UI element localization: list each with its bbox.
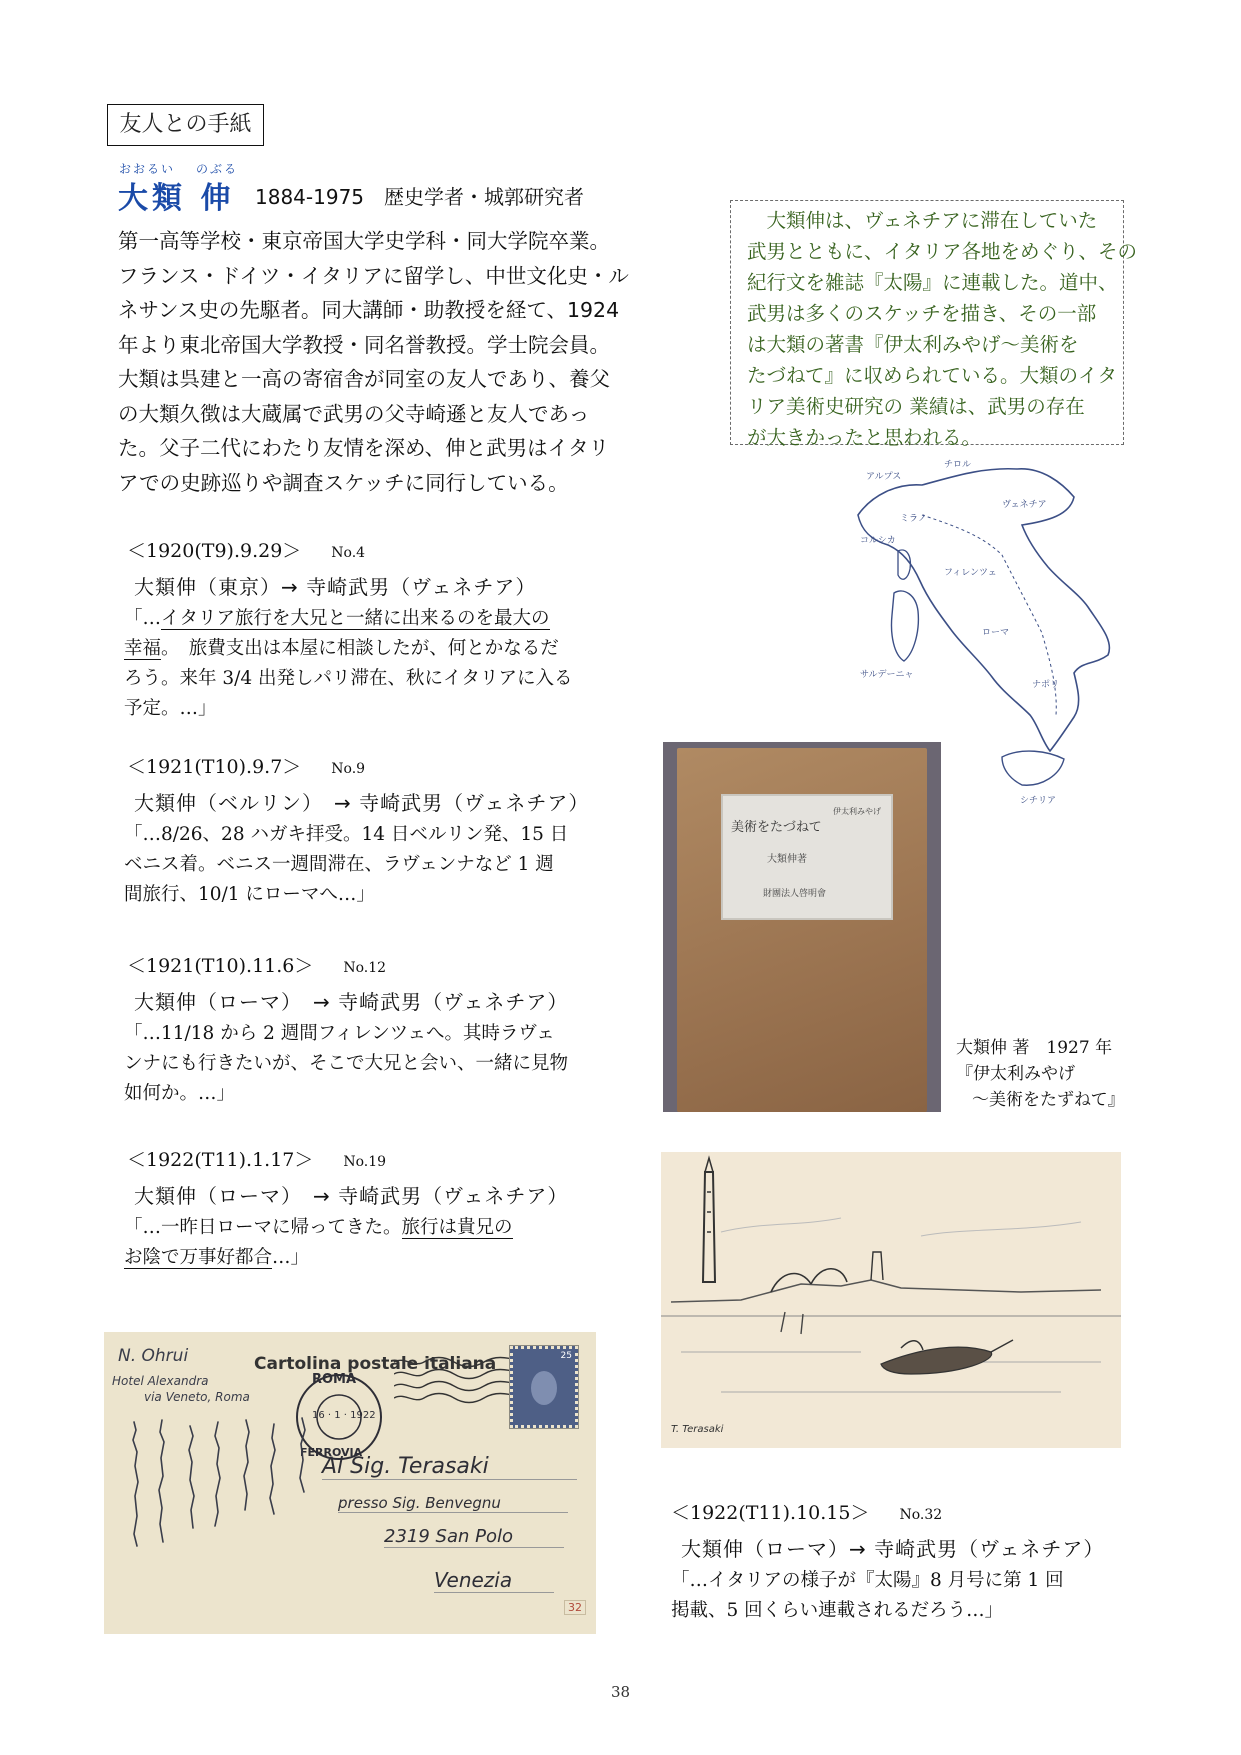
info-line: 紀行文を雑誌『太陽』に連載した。道中、: [747, 271, 1118, 294]
letter-date: [671, 1498, 942, 1525]
info-line: は大類の著書『伊太利みやげ～美術を: [747, 333, 1079, 356]
quote-line: 掲載、5 回くらい連載されるだろう…」: [671, 1600, 1004, 1621]
postmark-city: ROMA: [312, 1372, 357, 1387]
quote-underlined: イタリア旅行を大兄と一緒に出来るのを最大の: [161, 608, 550, 629]
postcard-sender: Hotel Alexandra: [112, 1374, 209, 1388]
venice-sketch: [661, 1152, 1121, 1448]
letter-route: 大類伸（東京）→ 寺崎武男（ヴェネチア）: [134, 575, 537, 599]
quote-line: [124, 634, 573, 664]
book-photo: [663, 742, 941, 1112]
letter-date-text: ＜1920(T9).9.29＞: [127, 540, 302, 562]
quote-line: [124, 604, 573, 634]
info-line: 武男は多くのスケッチを描き、その一部: [747, 302, 1097, 325]
map-label: ミラノ: [900, 514, 927, 524]
letter-date-text: ＜1921(T10).11.6＞: [127, 955, 314, 977]
book-caption: [956, 1035, 1125, 1113]
letter-date: [127, 752, 365, 779]
postmark-sub: FERROVIA: [300, 1446, 363, 1459]
page-number: 38: [610, 1683, 631, 1701]
book-author: 大類伸著: [767, 854, 807, 865]
cancel-lines-icon: [394, 1352, 524, 1412]
postcard-sender: via Veneto, Roma: [144, 1390, 250, 1404]
letter-date: [127, 951, 386, 978]
letter-route: 大類伸（ローマ） → 寺崎武男（ヴェネチア）: [134, 1184, 569, 1208]
letter-number: No.4: [331, 545, 366, 561]
postcard-header: Cartolina postale italiana: [254, 1354, 497, 1374]
postcard-address: presso Sig. Benvegnu: [338, 1494, 568, 1513]
italy-outline: [858, 469, 1109, 751]
sardinia-outline: [892, 591, 919, 661]
biography: [118, 224, 653, 500]
letter-route: 大類伸（ベルリン） → 寺崎武男（ヴェネチア）: [134, 791, 590, 815]
letter-date: [127, 1145, 386, 1172]
postcard-address: Al Sig. Terasaki: [322, 1454, 577, 1480]
section-tag: 友人との手紙: [107, 104, 264, 146]
bio-line: 年より東北帝国大学教授・同名誉教授。学士院会員。: [118, 332, 610, 357]
letter-quote: [124, 1019, 568, 1109]
postcard-ref-number: 32: [564, 1600, 586, 1615]
info-line: 武男とともに、イタリア各地をめぐり、その: [747, 240, 1138, 263]
bio-line: 第一高等学校・東京帝国大学史学科・同大学院卒業。: [118, 229, 610, 253]
stamp-portrait-icon: [531, 1371, 557, 1405]
stamp-value: 25: [560, 1351, 572, 1361]
postcard-sender: N. Ohrui: [118, 1346, 189, 1366]
quote-line: 「…11/18 から 2 週間フィレンツェへ。其時ラヴェ: [124, 1023, 555, 1044]
book-publisher: 財團法人啓明會: [763, 889, 827, 899]
person-meta: 1884-1975 歴史学者・城郭研究者: [255, 185, 585, 209]
book-label: [721, 794, 893, 920]
quote-line: ンナにも行きたいが、そこで大兄と会い、一緒に見物: [124, 1053, 569, 1074]
map-label: シチリア: [1020, 796, 1057, 806]
person-name: 大類 伸: [118, 181, 235, 216]
corsica-outline: [898, 550, 910, 579]
info-line: 大類伸は、ヴェネチアに滞在していた: [747, 209, 1098, 232]
quote-text: …」: [272, 1247, 310, 1268]
ruby-surname: おおるい: [119, 162, 176, 176]
info-box: [730, 200, 1138, 449]
letter-date-text: ＜1922(T11).1.17＞: [127, 1149, 314, 1171]
quote-line: 「…イタリアの様子が『太陽』8 月号に第 1 回: [671, 1570, 1064, 1591]
quote-text: 「…一昨日ローマに帰ってきた。: [124, 1217, 402, 1238]
ruby-given: のぶる: [196, 162, 239, 176]
letter-date: [127, 536, 365, 563]
bio-line: アでの史跡巡りや調査スケッチに同行している。: [118, 470, 569, 495]
caption-line: 『伊太利みやげ: [956, 1064, 1075, 1084]
letter-quote: [124, 604, 573, 724]
quote-line: ベニス着。ベニス一週間滞在、ラヴェンナなど 1 週: [124, 854, 554, 875]
bio-line: の大類久徴は大蔵属で武男の父寺崎遜と友人であっ: [118, 401, 590, 426]
quote-text: 「…: [124, 608, 162, 629]
letter-date-text: ＜1922(T11).10.15＞: [671, 1502, 870, 1524]
letter-quote: [124, 1213, 513, 1273]
stamp-icon: [510, 1346, 578, 1428]
map-label: ナポリ: [1032, 680, 1060, 690]
map-label: コルシカ: [860, 536, 896, 546]
book-subtitle: 伊太利みやげ: [833, 807, 881, 816]
letter-date-text: ＜1921(T10).9.7＞: [127, 756, 302, 778]
letter-number: No.32: [899, 1507, 943, 1523]
map-label: ヴェネチア: [1002, 500, 1047, 510]
bio-line: た。父子二代にわたり友情を深め、伸と武男はイタリ: [118, 436, 610, 460]
info-line: リア美術史研究の 業績は、武男の存在: [747, 395, 1085, 418]
letter-route: 大類伸（ローマ） → 寺崎武男（ヴェネチア）: [134, 990, 569, 1014]
quote-underlined: 旅行は貴兄の: [401, 1217, 513, 1238]
letter-route: 大類伸（ローマ）→ 寺崎武男（ヴェネチア）: [681, 1537, 1105, 1561]
bio-line: フランス・ドイツ・イタリアに留学し、中世文化史・ル: [118, 263, 629, 288]
info-line: が大きかったと思われる。: [747, 426, 982, 449]
sketch-signature: T. Terasaki: [671, 1424, 724, 1435]
quote-line: [124, 1243, 513, 1273]
quote-underlined: 幸福: [124, 638, 162, 659]
quote-line: ろう。来年 3/4 出発しパリ滞在、秋にイタリアに入る: [124, 668, 573, 689]
map-label: ローマ: [982, 628, 1010, 638]
quote-text: 。 旅費支出は本屋に相談したが、何とかなるだ: [161, 638, 559, 659]
bio-line: 大類は呉建と一高の寄宿舎が同室の友人であり、養父: [118, 367, 610, 391]
sketch-drawing: [661, 1152, 1121, 1448]
quote-line: [124, 1213, 513, 1243]
letter-quote: [124, 820, 568, 910]
quote-line: 如何か。…」: [124, 1083, 236, 1104]
handwriting-icon: [114, 1412, 324, 1622]
sicily-outline: [1002, 751, 1064, 785]
book-title: 美術をたづねて: [731, 820, 822, 835]
quote-underlined: お陰で万事好都合: [124, 1247, 273, 1268]
letter-number: No.12: [343, 960, 387, 976]
postcard: [104, 1332, 596, 1634]
quote-line: 「…8/26、28 ハガキ拝受。14 日ベルリン発、15 日: [124, 824, 569, 845]
caption-line: 大類伸 著 1927 年: [956, 1038, 1113, 1058]
caption-line: ～美術をたずねて』: [972, 1090, 1125, 1110]
map-label: サルデーニャ: [860, 670, 914, 680]
info-line: たづねて』に収められている。大類のイタ: [747, 364, 1118, 387]
postcard-address: Venezia: [434, 1568, 554, 1593]
letter-number: No.9: [331, 761, 366, 777]
map-label: アルプス: [866, 472, 902, 482]
bio-line: ネサンス史の先駆者。同大講師・助教授を経て、1924: [118, 298, 620, 322]
quote-line: 間旅行、10/1 にローマへ…」: [124, 884, 375, 905]
postmark-date: 16 · 1 · 1922: [312, 1410, 376, 1421]
map-label: フィレンツェ: [944, 568, 997, 578]
letter-number: No.19: [343, 1154, 387, 1170]
letter-quote: [671, 1566, 1064, 1626]
postcard-address: 2319 San Polo: [384, 1526, 564, 1548]
quote-line: 予定。…」: [124, 698, 217, 719]
map-label: チロル: [944, 460, 972, 470]
